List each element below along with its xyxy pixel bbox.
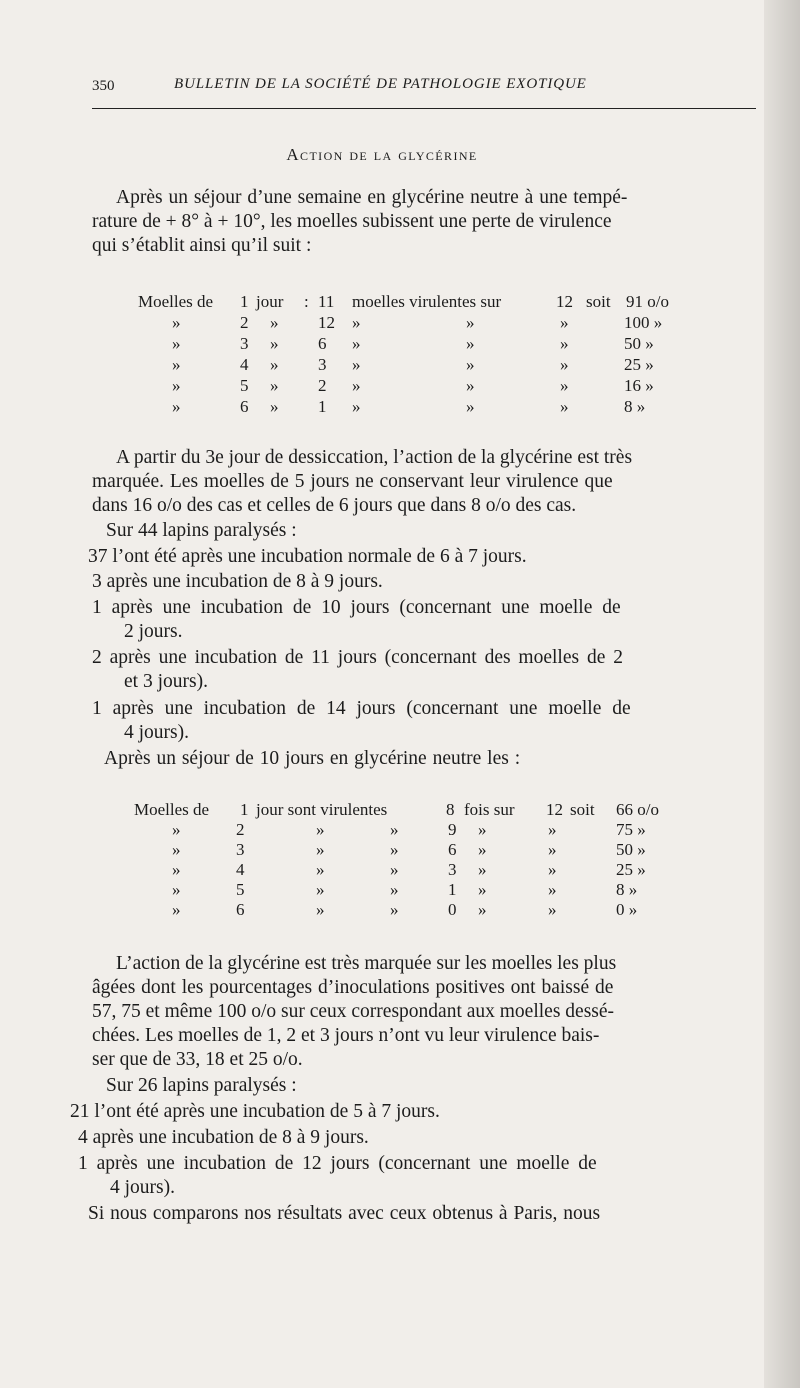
table2-cell: » [478,900,487,919]
table2-cell: » [172,820,181,839]
table1-cell: 8 » [624,397,646,416]
table2-cell: » [478,880,487,899]
table1-cell: » [172,397,181,416]
table1-cell: » [352,355,361,374]
table1-cell: » [352,334,361,353]
text-line: L’action de la glycérine est très marquée sur les moelles les plus [116,953,617,974]
table1-cell: » [352,397,361,416]
table2-cell: 50 » [616,840,646,859]
table1-cell: 100 » [624,313,663,332]
table1-cell: » [560,376,569,395]
table1-cell: » [466,313,475,332]
table1-cell: » [172,376,181,395]
text-line: 21 l’ont été après une incubation de 5 à 7 jours. [70,1101,440,1122]
table2-cell: » [390,820,399,839]
table1-cell: » [466,334,475,353]
table2-cell: » [316,840,325,859]
table1-cell: 25 » [624,355,654,374]
text-line: dans 16 o/o des cas et celles de 6 jours que dans 8 o/o des cas. [92,495,577,516]
table2-cell: 6 [448,840,457,859]
table1-cell: 2 [318,376,327,395]
table1-cell: » [270,313,279,332]
table1-cell: » [172,313,181,332]
table1-cell: 3 [318,355,327,374]
table2-cell: 1 [240,800,249,819]
table2-cell: » [316,900,325,919]
text-line: et 3 jours). [124,671,208,692]
text-line: Si nous comparons nos résultats avec ceux obtenus à Paris, nous [88,1203,601,1224]
table2-cell: 0 [448,900,457,919]
table1-cell: 91 o/o [626,292,669,311]
table2-cell: 9 [448,820,457,839]
table2-cell: 4 [236,860,245,879]
table1-cell: » [352,376,361,395]
table2-cell: » [478,840,487,859]
table1-cell: 3 [240,334,249,353]
table1-cell: » [466,355,475,374]
text-line: 1 après une incubation de 10 jours (concernant une moelle de [92,597,621,618]
table2-cell: » [172,880,181,899]
table2-cell: » [390,900,399,919]
table1-cell: 2 [240,313,249,332]
text-line: ser que de 33, 18 et 25 o/o. [92,1049,303,1070]
table2-cell: fois sur [464,800,515,819]
table1-cell: moelles virulentes sur [352,292,502,311]
text-line: âgées dont les pourcentages d’inoculations positives ont baissé de [92,977,614,998]
table1-cell: » [466,376,475,395]
header-rule [92,108,756,109]
text-line: qui s’établit ainsi qu’il suit : [92,235,312,256]
table1-cell: » [560,355,569,374]
table2-cell: » [478,820,487,839]
text-line: 4 après une incubation de 8 à 9 jours. [78,1127,369,1148]
text-line: 4 jours). [124,722,189,743]
table1-cell: » [172,334,181,353]
page-number: 350 [92,78,115,94]
running-head: BULLETIN DE LA SOCIÉTÉ DE PATHOLOGIE EXOTIQUE [174,76,587,92]
table2-cell: 8 » [616,880,638,899]
table2-cell: » [390,840,399,859]
table2-cell: 2 [236,820,245,839]
table2-cell: 3 [236,840,245,859]
table2-cell: » [548,900,557,919]
table2-cell: 8 [446,800,455,819]
table2-cell: » [172,900,181,919]
text-line: 4 jours). [110,1177,175,1198]
text-line: 2 jours. [124,621,183,642]
table2-cell: 3 [448,860,457,879]
table1-cell: 6 [318,334,327,353]
table2-cell: » [548,860,557,879]
text-line: 1 après une incubation de 12 jours (concernant une moelle de [78,1153,597,1174]
table2-cell: 5 [236,880,245,899]
table1-cell: » [466,397,475,416]
table1-cell: » [352,313,361,332]
text-line: Après un séjour de 10 jours en glycérine neutre les : [104,748,521,769]
table2-cell: » [316,880,325,899]
table2-cell: » [316,820,325,839]
table2-cell: 75 » [616,820,646,839]
table1-cell: » [560,397,569,416]
table2-cell: » [548,880,557,899]
table1-cell: 5 [240,376,249,395]
table1-cell: 4 [240,355,249,374]
table2-cell: » [172,840,181,859]
table2-cell: » [390,880,399,899]
table1-cell: » [172,355,181,374]
table1-cell: » [270,355,279,374]
text-line: Sur 44 lapins paralysés : [106,520,297,541]
page-edge-shadow [764,0,800,1388]
table1-cell: 1 [318,397,327,416]
table2-cell: 66 o/o [616,800,659,819]
text-line: Après un séjour d’une semaine en glycérine neutre à une tempé- [116,187,628,208]
table1-cell: 16 » [624,376,654,395]
table2-cell: » [548,820,557,839]
text-line: 57, 75 et même 100 o/o sur ceux correspondant aux moelles dessé- [92,1001,615,1022]
table1-cell: 12 [556,292,573,311]
text-line: 1 après une incubation de 14 jours (concernant une moelle de [92,698,631,719]
page-header [92,74,756,104]
table1-cell: » [270,376,279,395]
table2-cell: » [548,840,557,859]
text-line: A partir du 3e jour de dessiccation, l’action de la glycérine est très [116,447,633,468]
table1-cell: 6 [240,397,249,416]
table1-cell: 11 [318,292,335,311]
table1-cell: » [270,397,279,416]
table1-cell: soit [586,292,611,311]
text-line: 37 l’ont été après une incubation normale de 6 à 7 jours. [88,546,527,567]
text-line: Sur 26 lapins paralysés : [106,1075,297,1096]
text-line: 3 après une incubation de 8 à 9 jours. [92,571,383,592]
table1-cell: 12 [318,313,335,332]
table1-cell: Moelles de [138,292,214,311]
table2-cell: » [390,860,399,879]
table2-cell: 25 » [616,860,646,879]
table2-cell: soit [570,800,595,819]
table1-cell: » [560,334,569,353]
text-line: chées. Les moelles de 1, 2 et 3 jours n’ont vu leur virulence bais- [92,1025,600,1046]
table2-cell: 12 [546,800,563,819]
table2-cell: jour sont virulentes [256,800,388,819]
table1-cell: » [270,334,279,353]
text-line: rature de + 8° à + 10°, les moelles subissent une perte de virulence [92,211,612,232]
table1-cell: » [560,313,569,332]
table1-cell: jour [256,292,284,311]
text-line: marquée. Les moelles de 5 jours ne conservant leur virulence que [92,471,613,492]
table2-cell: » [478,860,487,879]
section-title: Action de la glycérine [286,145,478,164]
table2-cell: 1 [448,880,457,899]
table2-cell: » [316,860,325,879]
table2-cell: Moelles de [134,800,210,819]
table1-cell: 50 » [624,334,654,353]
table2-cell: 0 » [616,900,638,919]
text-line: 2 après une incubation de 11 jours (concernant des moelles de 2 [92,647,623,668]
table1-cell: : [304,292,309,311]
table2-cell: » [172,860,181,879]
table2-cell: 6 [236,900,245,919]
table1-cell: 1 [240,292,249,311]
